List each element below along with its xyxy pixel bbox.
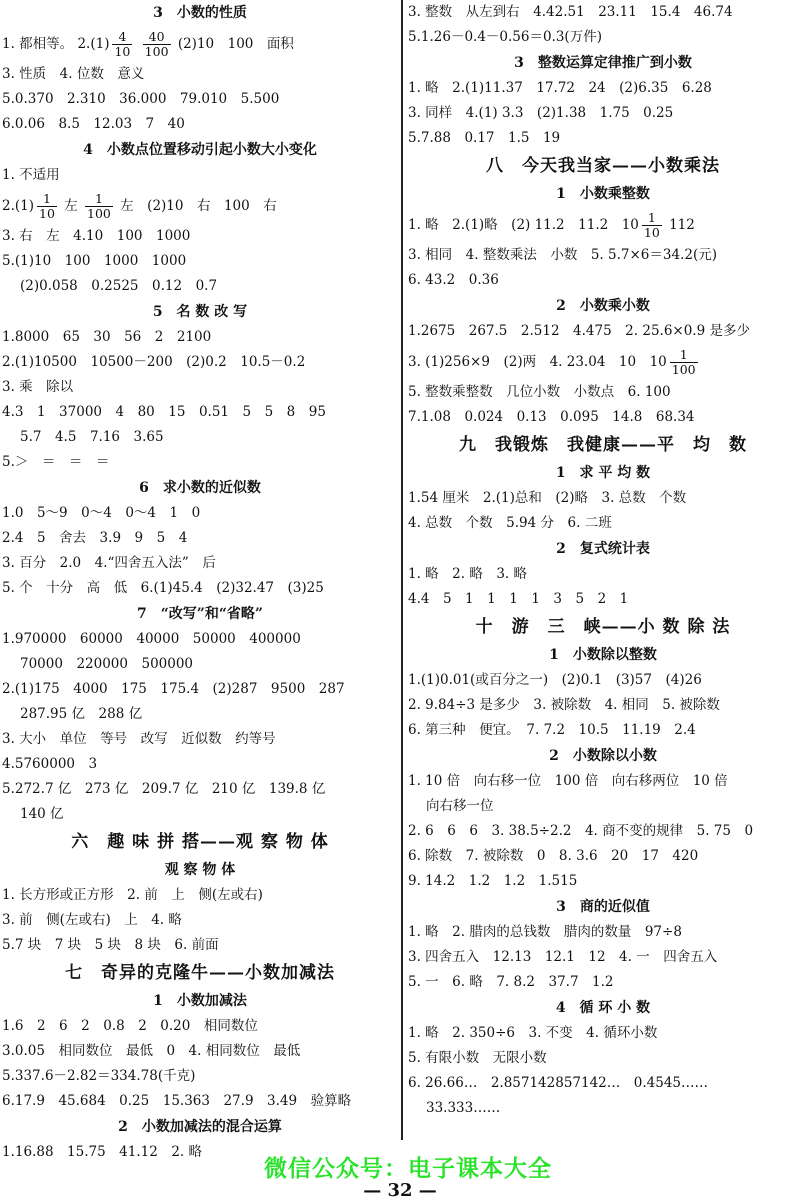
answer-text: 112 [669,217,695,233]
section-title: 7 “改写”和“省略” [137,606,263,622]
chapter-title: 九 我锻炼 我健康——平 均 数 [459,435,747,455]
answer-line: 5. 个 十分 高 低 6.(1)45.4 (2)32.47 (3)25 [2,580,324,596]
answer-line: 1.0 5～9 0～4 0～4 1 0 [2,505,201,521]
fraction: $\frac{1}{100}$ [87,190,111,221]
answer-line: 5.272.7 亿 273 亿 209.7 亿 210 亿 139.8 亿 [2,781,326,797]
answer-line: 5.337.6－2.82＝334.78(千克) [2,1068,196,1084]
fraction: $\frac{1}{10}$ [643,209,660,240]
chapter-title: 七 奇异的克隆牛——小数加减法 [65,963,335,983]
answer-text: 3. (1)256×9 (2)两 4. 23.04 10 10 [408,354,667,370]
answer-line: 5.(1)10 100 1000 1000 [2,253,187,269]
section-title: 3 小数的性质 [153,5,247,21]
section-title: 4 循 环 小 数 [555,1000,651,1016]
answer-line: 3. 乘 除以 [2,379,74,395]
answer-line: 5.0.370 2.310 36.000 79.010 5.500 [2,91,280,107]
answer-line: 3. 前 侧(左或右) 上 4. 略 [2,912,182,928]
left-column [0,0,400,1165]
answer-line: 6. 除数 7. 被除数 0 8. 3.6 20 17 420 [408,848,699,864]
answer-line: (2)0.058 0.2525 0.12 0.7 [20,278,218,294]
answer-line: 3. 百分 2.0 4.“四舍五入法” 后 [2,555,216,571]
answer-line: 1. 略 2.(1)11.37 17.72 24 (2)6.35 6.28 [408,80,712,96]
chapter-title: 八 今天我当家——小数乘法 [486,156,720,176]
answer-line: 7.1.08 0.024 0.13 0.095 14.8 68.34 [408,409,695,425]
answer-line: 3. 整数 从左到右 4.42.51 23.11 15.4 46.74 [408,4,733,20]
fraction: $\frac{4}{10}$ [114,28,131,59]
fraction: $\frac{1}{100}$ [671,346,696,377]
section-title: 6 求小数的近似数 [139,480,261,496]
section-title: 1 小数加减法 [153,993,247,1009]
section-title: 1 小数除以整数 [549,647,657,663]
section-title: 2 复式统计表 [556,541,650,557]
answer-line: 6.17.9 45.684 0.25 15.363 27.9 3.49 验算略 [2,1093,352,1109]
page-number: — 32 — [363,1180,437,1201]
section-title: 2 小数除以小数 [549,748,657,764]
chapter-title: 十 游 三 峡——小 数 除 法 [475,617,731,637]
answer-line: 9. 14.2 1.2 1.2 1.515 [408,873,578,889]
answer-line [406,344,800,380]
column-divider [401,0,403,1140]
answer-line: 33.333…… [426,1100,501,1116]
answer-line: 1.970000 60000 40000 50000 400000 [2,631,301,647]
answer-line: 3. 右 左 4.10 100 1000 [2,228,191,244]
section-title: 4 小数点位置移动引起小数大小变化 [83,142,317,158]
answer-line: 2.(1)175 4000 175 175.4 (2)287 9500 287 [2,681,345,697]
answer-line: 5.＞ ＝ ＝ ＝ [2,454,110,470]
answer-text: 2.(1) [2,198,35,214]
answer-line: 5. 一 6. 略 7. 8.2 37.7 1.2 [408,974,614,990]
answer-line: 1.8000 65 30 56 2 2100 [2,329,212,345]
section-title: 3 商的近似值 [556,899,650,915]
section-title: 1 小数乘整数 [556,186,650,202]
answer-line [406,207,800,243]
section-title: 1 求 平 均 数 [555,465,651,481]
answer-line: 4.3 1 37000 4 80 15 0.51 5 5 8 95 [2,404,326,420]
answer-text: 1. 略 2.(1)略 (2) 11.2 11.2 10 [408,217,639,233]
answer-line: 70000 220000 500000 [20,656,194,672]
answer-line: 1. 长方形或正方形 2. 前 上 侧(左或右) [2,887,263,903]
answer-line: 3. 相同 4. 整数乘法 小数 5. 5.7×6＝34.2(元) [408,247,717,263]
answer-line: 5.7 4.5 7.16 3.65 [20,429,164,445]
answer-text: (2)10 100 面积 [177,36,294,52]
section-title: 3 整数运算定律推广到小数 [514,55,692,71]
answer-line: 3. 四舍五入 12.13 12.1 12 4. 一 四舍五入 [408,949,718,965]
answer-line: 3. 大小 单位 等号 改写 近似数 约等号 [2,731,276,747]
answer-line: 1. 不适用 [2,167,60,183]
fraction: $\frac{1}{10}$ [39,190,55,221]
answer-line [0,188,400,224]
section-title: 2 小数加减法的混合运算 [118,1119,282,1135]
answer-line: 287.95 亿 288 亿 [20,706,143,722]
answer-line: 2. 6 6 6 3. 38.5÷2.2 4. 商不变的规律 5. 75 0 [408,823,754,839]
answer-line: 5. 整数乘整数 几位小数 小数点 6. 100 [408,384,671,400]
answer-line: 5.7.88 0.17 1.5 19 [408,130,561,146]
watermark-text: 微信公众号：电子课本大全 [264,1156,552,1182]
answer-line: 3. 同样 4.(1) 3.3 (2)1.38 1.75 0.25 [408,105,674,121]
answer-line: 1. 10 倍 向右移一位 100 倍 向右移两位 10 倍 [408,773,728,789]
answer-line: 1.54 厘米 2.(1)总和 (2)略 3. 总数 个数 [408,490,687,506]
answer-line: 2.4 5 舍去 3.9 9 5 4 [2,530,188,546]
answer-line: 1. 略 2. 略 3. 略 [408,566,528,582]
answer-line: 140 亿 [20,806,64,822]
answer-line: 2.(1)10500 10500－200 (2)0.2 10.5－0.2 [2,354,306,370]
answer-line: 6.0.06 8.5 12.03 7 40 [2,116,185,132]
section-title: 2 小数乘小数 [556,298,650,314]
section-title: 5 名 数 改 写 [152,304,248,320]
answer-line: 4.5760000 3 [2,756,98,772]
right-column [406,0,800,1121]
answer-line: 向右移一位 [426,798,494,814]
answer-line: 1.6 2 6 2 0.8 2 0.20 相同数位 [2,1018,258,1034]
answer-line: 6. 第三种 便宜。 7. 7.2 10.5 11.19 2.4 [408,722,696,738]
answer-line: 1.16.88 15.75 41.12 2. 略 [2,1144,202,1160]
answer-line: 2. 9.84÷3 是多少 3. 被除数 4. 相同 5. 被除数 [408,697,720,713]
answer-text: 1. 都相等。 2.(1) [2,36,110,52]
answer-line: 6. 43.2 0.36 [408,272,499,288]
answer-line: 3.0.05 相同数位 最低 0 4. 相同数位 最低 [2,1043,301,1059]
answer-line: 1. 略 2. 腊肉的总钱数 腊肉的数量 97÷8 [408,924,682,940]
fraction: $\frac{40}{100}$ [144,28,169,59]
answer-text: 左 (2)10 右 100 右 [120,198,277,214]
answer-line: 1. 略 2. 350÷6 3. 不变 4. 循环小数 [408,1025,658,1041]
answer-line: 6. 26.66… 2.857142857142… 0.4545…… [408,1075,709,1091]
chapter-title: 六 趣 味 拼 搭——观 察 物 体 [71,832,329,852]
answer-line: 5.1.26－0.4－0.56＝0.3(万件) [408,29,602,45]
answer-line: 5. 有限小数 无限小数 [408,1050,547,1066]
answer-line: 1.2675 267.5 2.512 4.475 2. 25.6×0.9 是多少 [408,323,750,339]
answer-line: 4.4 5 1 1 1 1 3 5 2 1 [408,591,629,607]
section-title: 观 察 物 体 [164,862,236,878]
answer-line [0,26,400,62]
answer-line: 1.(1)0.01(或百分之一) (2)0.1 (3)57 (4)26 [408,672,702,688]
answer-line: 4. 总数 个数 5.94 分 6. 二班 [408,515,612,531]
answer-line: 3. 性质 4. 位数 意义 [2,66,145,82]
answer-text: 左 [64,198,78,214]
answer-line: 5.7 块 7 块 5 块 8 块 6. 前面 [2,937,219,953]
